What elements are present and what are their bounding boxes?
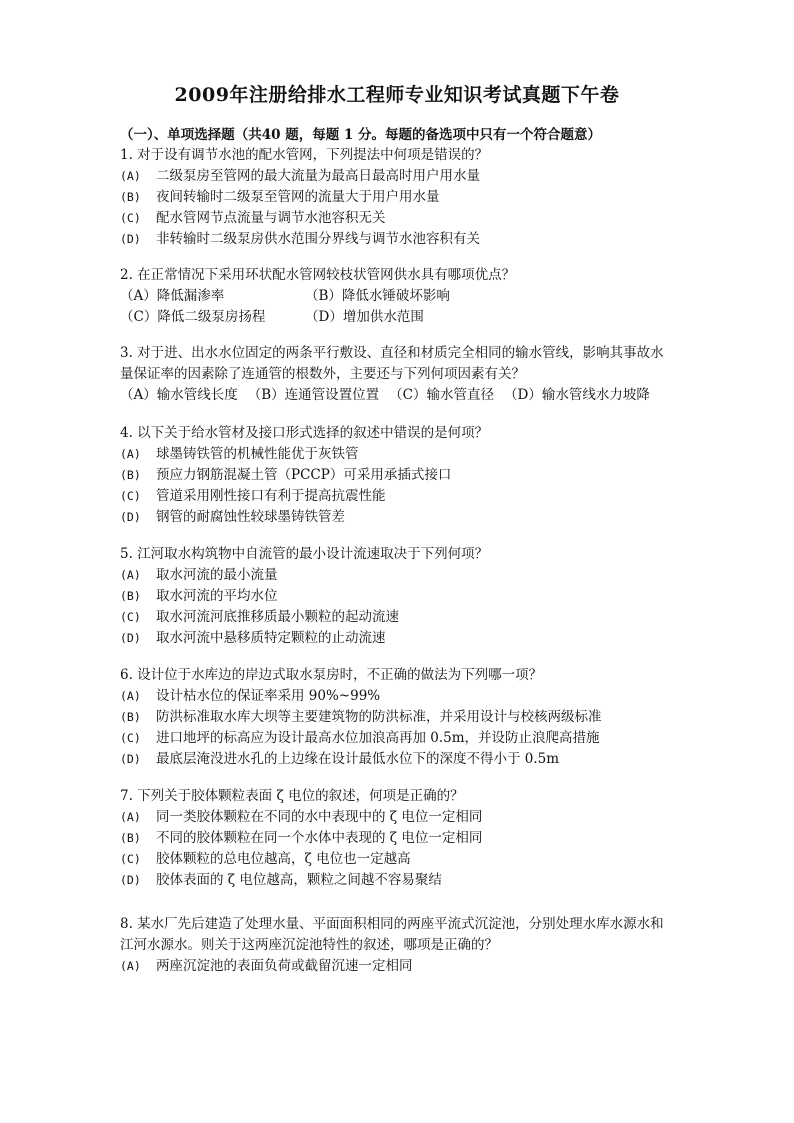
option-b: (B) 预应力钢筋混凝土管（PCCP）可采用承插式接口: [120, 467, 452, 483]
section-heading: （一）、单项选择题（共40 题，每题 1 分。每题的备选项中只有一个符合题意）: [120, 127, 602, 143]
option-a: (A) 同一类胶体颗粒在不同的水中表现中的 ζ 电位一定相同: [120, 809, 483, 825]
question-stem: 5. 江河取水构筑物中自流管的最小设计流速取决于下列何项？: [120, 546, 489, 562]
option-c: (C) 进口地坪的标高应为设计最高水位加浪高再加 0.5m，并设防止浪爬高措施: [120, 730, 600, 746]
question-1: [120, 145, 680, 250]
question-8: [120, 914, 680, 977]
question-stem: 7. 下列关于胶体颗粒表面 ζ 电位的叙述，何项是正确的？: [120, 788, 464, 804]
question-4: [120, 423, 680, 528]
option-c: （C）降低二级泵房扬程: [120, 309, 266, 325]
question-stem: 2. 在正常情况下采用环状配水管网较枝状管网供水具有哪项优点？: [120, 267, 516, 283]
option-b: （B）降低水锤破坏影响: [305, 288, 450, 304]
option-a: (A) 球墨铸铁管的机械性能优于灰铁管: [120, 446, 359, 462]
question-stem: 8. 某水厂先后建造了处理水量、平面面积相同的两座平流式沉淀池，分别处理水库水源水和江河水源水。则关于这两座沉淀池特性的叙述，哪项是正确的？: [120, 916, 664, 953]
option-c: (C) 取水河流河底推移质最小颗粒的起动流速: [120, 609, 399, 625]
option-a: (A) 设计枯水位的保证率采用 90%~99%: [120, 688, 381, 704]
option-d: (D) 最底层淹没进水孔的上边缘在设计最低水位下的深度不得小于 0.5m: [120, 751, 560, 767]
question-stem: 3. 对于进、出水水位固定的两条平行敷设、直径和材质完全相同的输水管线，影响其事故水量保证率的因素除了连通管的根数外，主要还与下列何项因素有关？: [120, 345, 664, 382]
option-d: （D）增加供水范围: [305, 309, 424, 325]
option-d: (D) 取水河流中悬移质特定颗粒的止动流速: [120, 630, 386, 646]
option-row: [120, 286, 680, 307]
question-5: [120, 544, 680, 649]
option-d: （D）输水管线水力坡降: [504, 387, 650, 403]
option-d: (D) 非转输时二级泵房供水范围分界线与调节水池容积有关: [120, 231, 480, 247]
question-3: [120, 343, 680, 406]
question-6: [120, 665, 680, 770]
option-a: (A) 二级泵房至管网的最大流量为最高日最高时用户用水量: [120, 168, 480, 184]
question-stem: 6. 设计位于水库边的岸边式取水泵房时，不正确的做法为下列哪一项？: [120, 667, 543, 683]
option-b: (B) 取水河流的平均水位: [120, 588, 278, 604]
option-a: (A) 取水河流的最小流量: [120, 567, 278, 583]
option-a: (A) 两座沉淀池的表面负荷或截留沉速一定相同: [120, 958, 413, 974]
option-d: (D) 钢管的耐腐蚀性较球墨铸铁管差: [120, 509, 345, 525]
question-7: [120, 786, 680, 891]
option-c: (C) 管道采用刚性接口有利于提高抗震性能: [120, 488, 386, 504]
option-d: (D) 胶体表面的 ζ 电位越高，颗粒之间越不容易聚结: [120, 872, 442, 888]
option-a: （A）降低漏渗率: [120, 288, 225, 304]
option-a: （A）输水管线长度: [120, 387, 238, 403]
option-row: [120, 307, 680, 328]
document-title: 2009年注册给排水工程师专业知识考试真题下午卷: [174, 84, 620, 106]
option-b: (B) 夜间转输时二级泵至管网的流量大于用户用水量: [120, 189, 440, 205]
question-stem: 1. 对于设有调节水池的配水管网，下列提法中何项是错误的？: [120, 147, 489, 163]
option-b: （B）连通管设置位置: [247, 387, 380, 403]
option-b: (B) 防洪标准取水库大坝等主要建筑物的防洪标准，并采用设计与校核两级标准: [120, 709, 602, 725]
option-row: [120, 385, 680, 406]
option-c: (C) 胶体颗粒的总电位越高，ζ 电位也一定越高: [120, 851, 411, 867]
option-c: (C) 配水管网节点流量与调节水池容积无关: [120, 210, 386, 226]
option-b: (B) 不同的胶体颗粒在同一个水体中表现的 ζ 电位一定相同: [120, 830, 483, 846]
question-stem: 4. 以下关于给水管材及接口形式选择的叙述中错误的是何项？: [120, 425, 489, 441]
question-2: [120, 265, 680, 328]
option-c: （C）输水管直径: [389, 387, 495, 403]
